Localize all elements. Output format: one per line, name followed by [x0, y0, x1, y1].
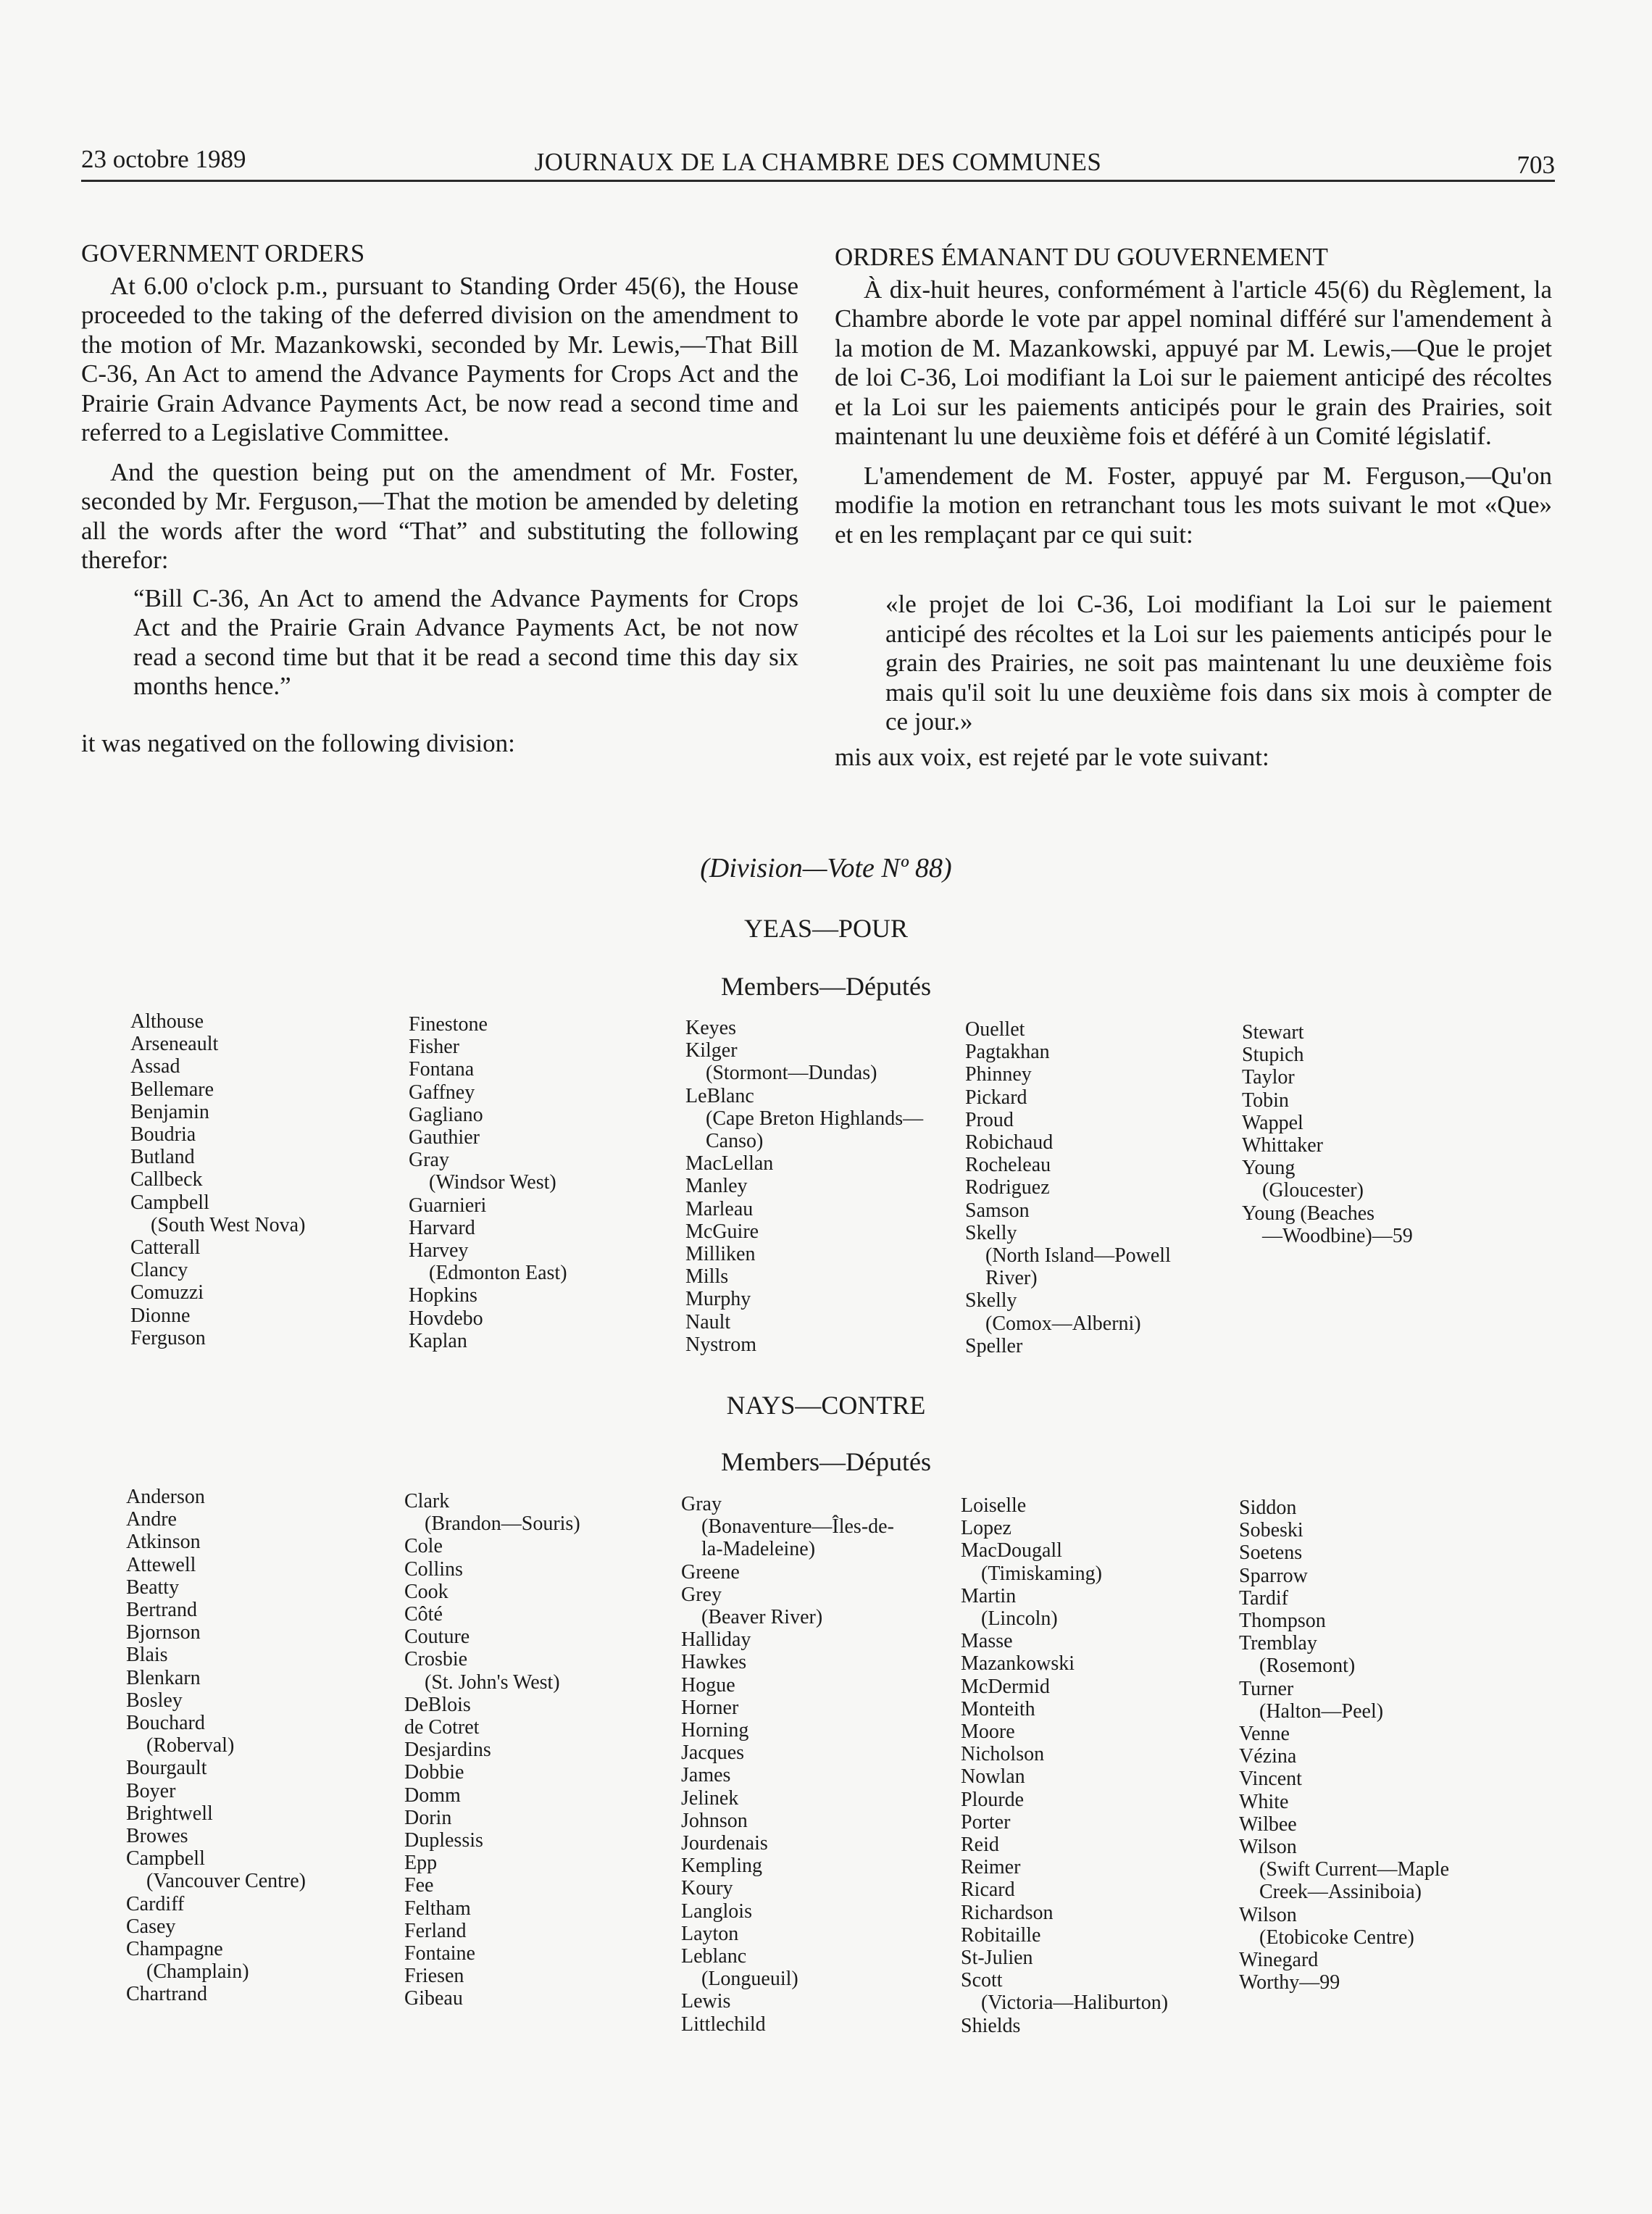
nays-member-entry: Venne — [1239, 1723, 1290, 1746]
nays-member-entry: Epp — [404, 1852, 438, 1875]
nays-member-entry: Siddon — [1239, 1497, 1297, 1519]
yeas-member-entry: Comuzzi — [130, 1281, 204, 1304]
nays-member-entry: Boyer — [126, 1779, 176, 1802]
nays-member-entry: Couture — [404, 1626, 470, 1649]
nays-member-entry: Porter — [961, 1810, 1011, 1834]
nays-member-entry: Ricard — [961, 1878, 1015, 1902]
nays-member-entry: (Timiskaming) — [981, 1562, 1102, 1585]
nays-column-2 — [404, 1490, 580, 2010]
yeas-member-entry: Harvard — [409, 1216, 475, 1239]
yeas-member-entry: Proud — [965, 1108, 1014, 1131]
yeas-member-entry: Harvey — [409, 1239, 469, 1262]
french-result: mis aux voix, est rejeté par le vote suivant: — [835, 742, 1269, 771]
nays-member-entry: Bouchard — [126, 1712, 205, 1735]
nays-member-entry: Andre — [126, 1508, 177, 1531]
yeas-member-entry: Ferguson — [130, 1326, 206, 1349]
nays-member-entry: Bjornson — [126, 1621, 201, 1644]
english-paragraph-2: And the question being put on the amendment of Mr. Foster, seconded by Mr. Ferguson,—That the motion be amended by deleting all the words after the word “That” and substituting the following therefor: — [81, 457, 798, 574]
yeas-member-entry: Keyes — [685, 1017, 736, 1039]
nays-member-entry: Grey — [681, 1583, 722, 1606]
french-paragraph-1: À dix-huit heures, conformément à l'article 45(6) du Règlement, la Chambre aborde le vote par appel nominal différé sur l'amendement à la motion de M. Mazankowski, appuyé par M. Lewis,—Que le projet de loi C-36, Loi modifiant la Loi sur le paiement anticipé des récoltes et la Loi sur les paiements anticipés pour le grain des Prairies, soit maintenant lu une deuxième fois et déféré à un Comité législatif. — [835, 275, 1552, 450]
nays-member-entry: (Victoria—Haliburton) — [981, 1992, 1169, 2015]
nays-member-entry: Winegard — [1239, 1949, 1319, 1972]
french-quote: «le projet de loi C-36, Loi modifiant la Loi sur le paiement anticipé des récoltes et la Loi sur les paiements anticipés pour le grain des Prairies, ne soit pas maintenant lu une deuxième fois mais qu'il soit lu une deuxième fois dans six mois à compter de ce jour.» — [885, 590, 1552, 736]
nays-column-5 — [1239, 1497, 1449, 1994]
nays-member-entry: Bosley — [126, 1689, 183, 1712]
yeas-member-entry: Gaffney — [409, 1081, 475, 1104]
yeas-member-entry: Speller — [965, 1334, 1023, 1357]
yeas-member-entry: Pickard — [965, 1086, 1027, 1109]
nays-member-entry: Creek—Assiniboia) — [1259, 1881, 1422, 1904]
yeas-member-entry: Nystrom — [685, 1333, 756, 1356]
nays-member-entry: Browes — [126, 1825, 188, 1848]
yeas-member-entry: Arseneault — [130, 1033, 219, 1056]
yeas-member-entry: Clancy — [130, 1259, 188, 1282]
french-paragraph-2: L'amendement de M. Foster, appuyé par M. Ferguson,—Qu'on modifie la motion en retranchant tous les mots suivant le mot «Que» et en les remplaçant par ce qui suit: — [835, 461, 1552, 549]
nays-member-entry: Gray — [681, 1493, 722, 1515]
english-heading: GOVERNMENT ORDERS — [81, 239, 365, 267]
nays-member-entry: (Roberval) — [146, 1734, 235, 1757]
nays-member-entry: Masse — [961, 1630, 1013, 1653]
nays-member-entry: Soetens — [1239, 1541, 1303, 1565]
yeas-column-4 — [965, 1018, 1171, 1357]
yeas-member-entry: (Cape Breton Highlands— — [706, 1107, 924, 1130]
yeas-member-entry: (Windsor West) — [429, 1171, 556, 1194]
yeas-member-entry: Finestone — [409, 1013, 488, 1036]
nays-member-entry: Leblanc — [681, 1945, 747, 1968]
nays-member-entry: (Beaver River) — [701, 1606, 823, 1629]
yeas-member-entry: (South West Nova) — [151, 1213, 306, 1236]
nays-member-entry: (Champlain) — [146, 1960, 249, 1984]
nays-member-entry: de Cotret — [404, 1716, 480, 1739]
nays-member-entry: Halliday — [681, 1628, 751, 1652]
nays-member-entry: Vézina — [1239, 1745, 1297, 1768]
nays-member-entry: Gibeau — [404, 1987, 463, 2010]
nays-member-entry: Worthy—99 — [1239, 1971, 1340, 1994]
yeas-member-entry: Kaplan — [409, 1329, 467, 1352]
nays-member-entry: Jacques — [681, 1741, 745, 1765]
nays-column-1 — [126, 1486, 306, 2006]
nays-member-entry: Sobeski — [1239, 1519, 1303, 1542]
nays-member-entry: Casey — [126, 1915, 176, 1938]
english-result: it was negatived on the following division: — [81, 728, 515, 757]
nays-member-entry: Chartrand — [126, 1983, 207, 2006]
nays-member-entry: Domm — [404, 1784, 461, 1807]
yeas-member-entry: Pagtakhan — [965, 1041, 1050, 1064]
yeas-member-entry: Gagliano — [409, 1103, 483, 1126]
yeas-member-entry: Milliken — [685, 1243, 756, 1266]
nays-member-entry: MacDougall — [961, 1539, 1062, 1562]
yeas-column-1 — [130, 1010, 305, 1349]
yeas-member-entry: McGuire — [685, 1220, 759, 1243]
header-title: JOURNAUX DE LA CHAMBRE DES COMMUNES — [534, 148, 1102, 176]
nays-member-entry: Bourgault — [126, 1757, 207, 1780]
page-header — [81, 142, 1555, 182]
nays-member-entry: Wilson — [1239, 1836, 1297, 1859]
yeas-member-entry: Althouse — [130, 1010, 204, 1033]
yeas-member-entry: Bellemare — [130, 1078, 214, 1101]
nays-member-entry: (Bonaventure—Îles-de- — [701, 1515, 894, 1539]
yeas-member-entry: Hovdebo — [409, 1307, 483, 1330]
nays-member-entry: Atkinson — [126, 1531, 201, 1554]
nays-member-entry: James — [681, 1764, 731, 1787]
nays-member-entry: Horning — [681, 1719, 749, 1742]
yeas-member-entry: Rodriguez — [965, 1176, 1050, 1199]
nays-member-entry: Hawkes — [681, 1651, 747, 1674]
nays-member-entry: Reimer — [961, 1856, 1021, 1879]
yeas-column-5 — [1242, 1021, 1413, 1247]
nays-member-entry: Fontaine — [404, 1942, 475, 1965]
nays-member-entry: Layton — [681, 1922, 739, 1945]
yeas-member-entry: Kilger — [685, 1039, 738, 1062]
nays-member-entry: Martin — [961, 1584, 1017, 1607]
nays-member-entry: Plourde — [961, 1788, 1025, 1811]
nays-member-entry: Blenkarn — [126, 1666, 201, 1689]
english-column — [81, 239, 798, 758]
yeas-member-entry: LeBlanc — [685, 1084, 754, 1107]
nays-member-entry: Bertrand — [126, 1599, 197, 1622]
nays-member-entry: Monteith — [961, 1697, 1035, 1720]
yeas-member-entry: Whittaker — [1242, 1134, 1323, 1157]
yeas-member-entry: Assad — [130, 1055, 180, 1078]
nays-member-entry: Greene — [681, 1560, 740, 1583]
nays-member-entry: Ferland — [404, 1919, 467, 1942]
nays-member-entry: Thompson — [1239, 1610, 1326, 1633]
nays-member-entry: Langlois — [681, 1899, 752, 1923]
english-paragraph-1: At 6.00 o'clock p.m., pursuant to Standing Order 45(6), the House proceeded to the taking of the deferred division on the amendment to the motion of Mr. Mazankowski, seconded by Mr. Lewis,—That Bill C-36, An Act to amend the Advance Payments for Crops Act and the Prairie Grain Advance Payments Act, be now read a second time and referred to a Legislative Committee. — [81, 271, 798, 446]
french-column — [835, 243, 1552, 772]
yeas-member-entry: (North Island—Powell — [985, 1244, 1171, 1268]
nays-member-entry: la-Madeleine) — [701, 1538, 816, 1561]
yeas-member-entry: Manley — [685, 1175, 748, 1198]
yeas-column-2 — [409, 1013, 567, 1352]
nays-member-entry: Cole — [404, 1535, 443, 1558]
yeas-member-entry: Ouellet — [965, 1018, 1025, 1041]
nays-member-entry: Shields — [961, 2014, 1021, 2037]
yeas-member-entry: Catterall — [130, 1236, 201, 1260]
nays-member-entry: St-Julien — [961, 1947, 1033, 1970]
nays-member-entry: (Lincoln) — [981, 1607, 1058, 1631]
yeas-member-entry: (Gloucester) — [1262, 1179, 1364, 1202]
yeas-member-entry: Fontana — [409, 1058, 475, 1081]
nays-member-entry: Tremblay — [1239, 1632, 1317, 1655]
yeas-member-entry: Boudria — [130, 1123, 196, 1146]
yeas-members-heading: Members—Députés — [721, 972, 931, 1001]
yeas-member-entry: River) — [985, 1267, 1038, 1290]
yeas-member-entry: Taylor — [1242, 1066, 1295, 1089]
yeas-member-entry: Wappel — [1242, 1111, 1303, 1134]
nays-member-entry: Desjardins — [404, 1739, 491, 1762]
nays-member-entry: Champagne — [126, 1938, 223, 1961]
nays-member-entry: (Rosemont) — [1259, 1655, 1356, 1678]
nays-column-4 — [961, 1494, 1168, 2037]
nays-member-entry: Crosbie — [404, 1648, 468, 1671]
nays-member-entry: (St. John's West) — [425, 1670, 560, 1694]
nays-member-entry: (Halton—Peel) — [1259, 1699, 1384, 1723]
nays-member-entry: Attewell — [126, 1553, 196, 1576]
nays-member-entry: Dobbie — [404, 1761, 464, 1784]
yeas-member-entry: Nault — [685, 1310, 731, 1333]
yeas-member-entry: Benjamin — [130, 1100, 209, 1123]
nays-member-entry: Duplessis — [404, 1829, 483, 1852]
nays-member-entry: (Longueuil) — [701, 1968, 798, 1991]
nays-member-entry: Anderson — [126, 1486, 205, 1508]
yeas-member-entry: Marleau — [685, 1197, 754, 1220]
nays-member-entry: Johnson — [681, 1809, 748, 1832]
nays-member-entry: Loiselle — [961, 1494, 1027, 1517]
nays-member-entry: Jourdenais — [681, 1832, 768, 1855]
nays-member-entry: Richardson — [961, 1901, 1054, 1924]
nays-member-entry: (Swift Current—Maple — [1259, 1858, 1450, 1881]
yeas-member-entry: Fisher — [409, 1036, 459, 1059]
yeas-member-entry: Guarnieri — [409, 1194, 487, 1217]
yeas-heading: YEAS—POUR — [743, 914, 909, 943]
yeas-member-entry: Butland — [130, 1146, 195, 1169]
yeas-member-entry: Tobin — [1242, 1089, 1289, 1112]
yeas-member-entry: (Edmonton East) — [429, 1262, 567, 1285]
page-number: 703 — [1517, 151, 1555, 179]
nays-member-entry: Scott — [961, 1969, 1003, 1992]
nays-member-entry: Tardif — [1239, 1586, 1289, 1610]
yeas-member-entry: Skelly — [965, 1289, 1017, 1312]
nays-member-entry: Collins — [404, 1557, 463, 1581]
yeas-member-entry: Campbell — [130, 1191, 209, 1214]
nays-member-entry: Fee — [404, 1874, 434, 1897]
header-date: 23 octobre 1989 — [81, 145, 246, 173]
nays-member-entry: Koury — [681, 1877, 733, 1900]
nays-member-entry: Brightwell — [126, 1802, 213, 1825]
nays-member-entry: Moore — [961, 1720, 1015, 1744]
nays-member-entry: Wilbee — [1239, 1813, 1297, 1836]
nays-heading: NAYS—CONTRE — [726, 1391, 926, 1420]
yeas-member-entry: Hopkins — [409, 1284, 477, 1307]
yeas-member-entry: Robichaud — [965, 1131, 1054, 1154]
nays-member-entry: McDermid — [961, 1675, 1050, 1698]
english-quote: “Bill C-36, An Act to amend the Advance Payments for Crops Act and the Prairie Grain Advance Payments Act, be not now read a second time but that it be read a second time this day six months hence.” — [133, 583, 798, 700]
nays-member-entry: Kempling — [681, 1855, 762, 1878]
yeas-member-entry: Stewart — [1242, 1021, 1304, 1044]
yeas-member-entry: Callbeck — [130, 1168, 203, 1191]
nays-member-entry: Friesen — [404, 1965, 464, 1988]
yeas-member-entry: Samson — [965, 1199, 1030, 1222]
nays-member-entry: Côté — [404, 1603, 443, 1626]
nays-member-entry: Jelinek — [681, 1786, 739, 1810]
yeas-member-entry: Stupich — [1242, 1044, 1304, 1067]
yeas-member-entry: Skelly — [965, 1221, 1017, 1244]
nays-member-entry: Blais — [126, 1644, 168, 1667]
nays-column-3 — [681, 1493, 894, 2036]
nays-member-entry: Cook — [404, 1580, 449, 1603]
nays-member-entry: Horner — [681, 1696, 739, 1719]
yeas-member-entry: —Woodbine)—59 — [1262, 1224, 1413, 1247]
nays-member-entry: Vincent — [1239, 1768, 1302, 1791]
nays-member-entry: Nowlan — [961, 1765, 1025, 1789]
nays-member-entry: (Vancouver Centre) — [146, 1870, 306, 1893]
nays-member-entry: Feltham — [404, 1897, 471, 1920]
nays-member-entry: Cardiff — [126, 1892, 185, 1915]
yeas-member-entry: Rocheleau — [965, 1154, 1051, 1177]
nays-members-heading: Members—Députés — [721, 1447, 931, 1476]
yeas-column-3 — [685, 1017, 923, 1356]
yeas-member-entry: Dionne — [130, 1304, 191, 1327]
nays-member-entry: Robitaille — [961, 1923, 1041, 1947]
nays-member-entry: Reid — [961, 1834, 999, 1857]
nays-member-entry: Nicholson — [961, 1743, 1045, 1766]
nays-member-entry: Beatty — [126, 1576, 180, 1599]
nays-member-entry: Campbell — [126, 1847, 205, 1870]
nays-member-entry: Turner — [1239, 1677, 1294, 1700]
nays-member-entry: White — [1239, 1790, 1289, 1813]
yeas-member-entry: (Stormont—Dundas) — [706, 1062, 877, 1085]
yeas-member-entry: Young (Beaches — [1242, 1202, 1375, 1225]
nays-member-entry: DeBlois — [404, 1693, 471, 1716]
yeas-member-entry: MacLellan — [685, 1152, 774, 1175]
nays-member-entry: Lopez — [961, 1517, 1011, 1540]
yeas-member-entry: Phinney — [965, 1063, 1032, 1086]
nays-member-entry: Lewis — [681, 1990, 731, 2013]
french-heading: ORDRES ÉMANANT DU GOUVERNEMENT — [835, 243, 1328, 271]
yeas-member-entry: Murphy — [685, 1288, 751, 1311]
nays-member-entry: (Brandon—Souris) — [425, 1512, 580, 1536]
nays-member-entry: Hogue — [681, 1673, 735, 1697]
division-title: (Division—Vote Nº 88) — [700, 853, 952, 883]
yeas-member-entry: Gray — [409, 1149, 449, 1172]
nays-member-entry: Littlechild — [681, 2013, 766, 2036]
yeas-member-entry: (Comox—Alberni) — [985, 1312, 1141, 1335]
yeas-member-entry: Young — [1242, 1157, 1296, 1180]
nays-member-entry: Mazankowski — [961, 1652, 1075, 1676]
yeas-member-entry: Canso) — [706, 1130, 764, 1153]
nays-member-entry: Sparrow — [1239, 1564, 1308, 1587]
nays-member-entry: Dorin — [404, 1806, 452, 1829]
nays-member-entry: (Etobicoke Centre) — [1259, 1926, 1414, 1949]
nays-member-entry: Wilson — [1239, 1903, 1297, 1926]
yeas-member-entry: Mills — [685, 1265, 729, 1289]
yeas-member-entry: Gauthier — [409, 1126, 480, 1149]
nays-member-entry: Clark — [404, 1490, 450, 1512]
